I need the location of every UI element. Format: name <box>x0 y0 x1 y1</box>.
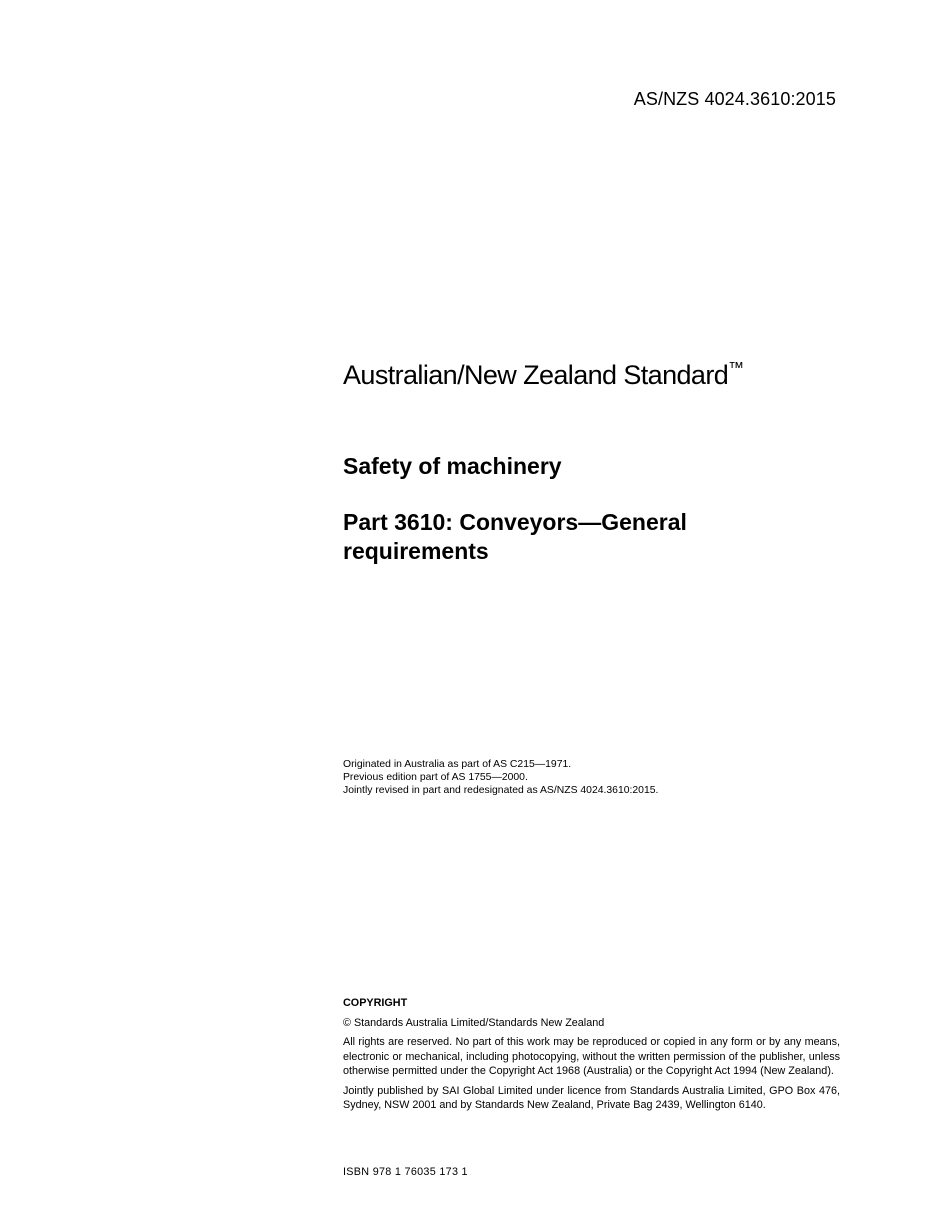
history-line: Previous edition part of AS 1755—2000. <box>343 772 528 783</box>
copyright-block <box>343 996 840 1118</box>
history-line: Jointly revised in part and redesignated as AS/NZS 4024.3610:2015. <box>343 785 659 796</box>
document-part-title: Part 3610: Conveyors—General requirements <box>343 509 687 564</box>
history-line: Originated in Australia as part of AS C215—1971. <box>343 759 572 770</box>
copyright-owner: © Standards Australia Limited/Standards New Zealand <box>343 1016 605 1029</box>
document-number: AS/NZS 4024.3610:2015 <box>633 89 836 109</box>
document-title: Safety of machinery <box>343 453 562 479</box>
trademark-symbol: ™ <box>728 360 745 377</box>
copyright-rights-notice: All rights are reserved. No part of this work may be reproduced or copied in any form or by any means, electronic or mechanical, including photocopying, without the written permission of the publisher, unless otherwise permitted under the Copyright Act 1968 (Australia) or the Copyright Act 1994 (New Zealand). <box>343 1036 840 1077</box>
copyright-publisher-notice: Jointly published by SAI Global Limited under licence from Standards Australia Limited, GPO Box 476, Sydney, NSW 2001 and by Standards New Zealand, Private Bag 2439, Wellington 6140. <box>343 1084 840 1111</box>
copyright-heading: COPYRIGHT <box>343 997 408 1009</box>
standard-heading-text: Australian/New Zealand Standard <box>343 360 729 390</box>
standard-heading <box>343 360 744 391</box>
isbn: ISBN 978 1 76035 173 1 <box>343 1166 468 1178</box>
publication-history <box>343 758 658 797</box>
